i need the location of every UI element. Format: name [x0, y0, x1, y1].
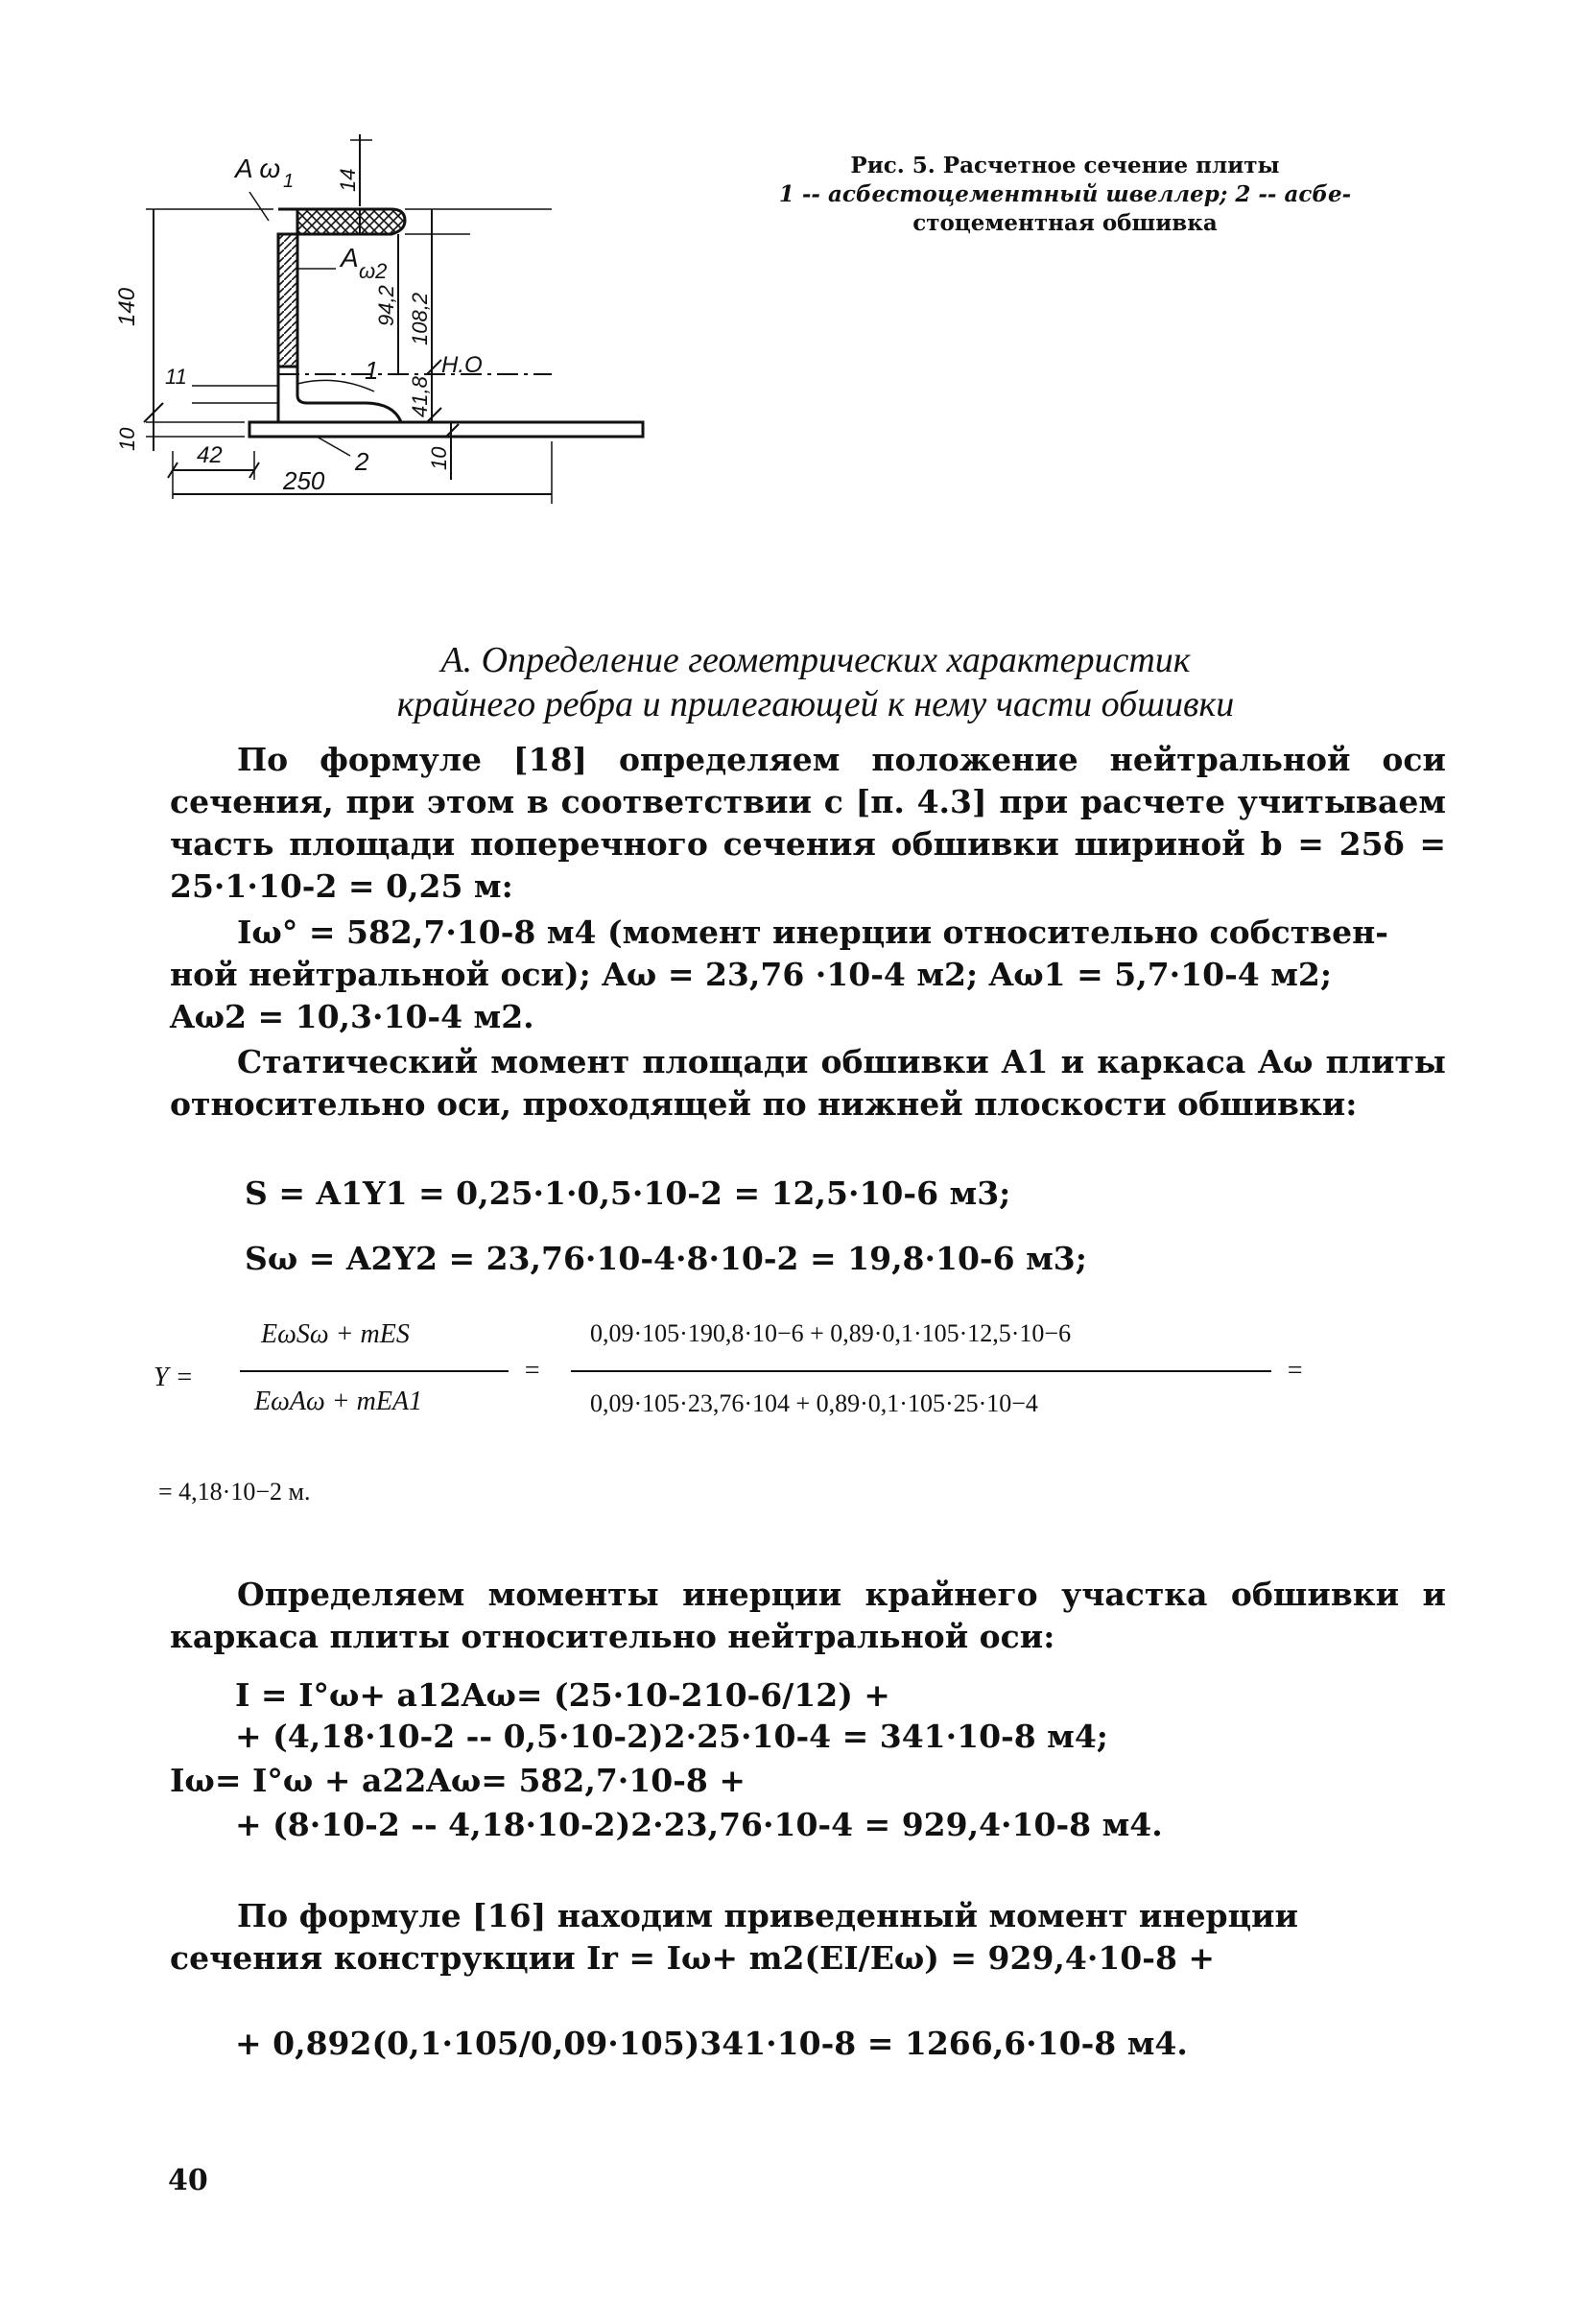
skin-plate [249, 422, 643, 437]
fraction-rule-left [240, 1370, 509, 1372]
top-flange-hatched [278, 209, 405, 234]
label-dim-140: 140 [114, 287, 140, 326]
fraction-rule-right [571, 1370, 1271, 1372]
fraction-num-right: 0,09·105·190,8·10−6 + 0,89·0,1·105·12,5·10−6 [590, 1319, 1072, 1347]
section-heading [192, 638, 1439, 726]
equation-i-line1: I = I°ω+ a12Aω= (25·10-210-6/12) + [235, 1676, 890, 1714]
paragraph-5 [170, 1895, 1298, 1980]
equation-final: + 0,892(0,1·105/0,09·105)341·10-8 = 1266,6·10-8 м4. [235, 2025, 1188, 2062]
equation-s: S = A1Y1 = 0,25·1·0,5·10-2 = 12,5·10-6 м3; [245, 1174, 1011, 1212]
figure-caption [729, 152, 1401, 238]
paragraph-3: Статический момент площади обшивки A1 и каркаса Aω плиты относительно оси, проходящей по нижней плоскости обшивки: [170, 1043, 1446, 1123]
section-heading-line1: А. Определение геометрических характеристик [440, 640, 1191, 680]
fraction-den-right: 0,09·105·23,76·104 + 0,89·0,1·105·25·10−4 [590, 1389, 1038, 1417]
label-neutral-axis: Н.О [441, 352, 483, 378]
label-a-omega2: A [341, 243, 359, 273]
fraction-equals-1: = [523, 1356, 541, 1386]
label-dim-42: 42 [197, 442, 223, 468]
para2-line1: Iω° = 582,7·10-8 м4 (момент инерции относительно собствен- [237, 913, 1388, 951]
label-dim-14: 14 [336, 168, 360, 192]
para2-line3: Aω2 = 10,3·10-4 м2. [170, 998, 534, 1035]
fraction-result: = 4,18·10−2 м. [158, 1478, 311, 1506]
caption-line1: 1 -- асбестоцементный швеллер; 2 -- асбе- [778, 181, 1352, 207]
label-a-omega1: A ω [235, 154, 281, 183]
para2-line2: ной нейтральной оси); Aω = 23,76 ·10-4 м2; Aω1 = 5,7·10-4 м2; [170, 956, 1333, 993]
label-a-omega2-sub: ω2 [359, 259, 388, 283]
label-dim-250: 250 [283, 466, 325, 495]
web-lower-inner [297, 367, 401, 422]
label-dim-108-2: 108,2 [408, 292, 432, 345]
label-dim-10-left: 10 [115, 427, 139, 451]
caption-title: Рис. 5. Расчетное сечение плиты [850, 153, 1280, 178]
caption-line2: стоцементная обшивка [912, 210, 1218, 236]
label-callout-1: 1 [365, 356, 379, 385]
label-dim-10-right: 10 [427, 446, 451, 470]
equation-iw-line1: Iω= I°ω + a22Aω= 582,7·10-8 + [170, 1762, 746, 1799]
fraction-lhs: Y = [154, 1363, 194, 1392]
fraction-num-left: EωSω + mES [261, 1319, 410, 1349]
label-callout-2: 2 [355, 447, 369, 476]
paragraph-1: По формуле [18] определяем положение нейтральной оси сечения, при этом в соответствии с [п. 4.3] при расчете учитываем часть площади поперечного сечения обшивки шириной b = 25δ = 25·1·10-2 = 0,25 м: [170, 741, 1446, 905]
page-number: 40 [168, 2164, 208, 2197]
equation-iw-line2: + (8·10-2 -- 4,18·10-2)2·23,76·10-4 = 929,4·10-8 м4. [235, 1806, 1163, 1843]
paragraph-4: Определяем моменты инерции крайнего участка обшивки и каркаса плиты относительно нейтральной оси: [170, 1576, 1446, 1655]
fraction-den-left: EωAω + mEA1 [254, 1387, 423, 1416]
label-dim-94-2: 94,2 [374, 285, 398, 326]
equation-i-line2: + (4,18·10-2 -- 0,5·10-2)2·25·10-4 = 341·10-8 м4; [235, 1718, 1108, 1755]
section-heading-line2: крайнего ребра и прилегающей к нему части обшивки [396, 684, 1235, 724]
paragraph-2 [170, 912, 1388, 1038]
label-a-omega1-sub: 1 [283, 171, 295, 192]
web-hatched [278, 234, 297, 367]
equation-s-omega: Sω = A2Y2 = 23,76·10-4·8·10-2 = 19,8·10-6 м3; [245, 1240, 1087, 1277]
label-dim-41-8: 41,8 [408, 376, 432, 417]
para5-line2: сечения конструкции Ir = Iω+ m2(EI/Eω) = 929,4·10-8 + [170, 1939, 1216, 1977]
cross-section-figure [114, 134, 691, 576]
label-dim-11: 11 [165, 365, 187, 389]
para5-line1: По формуле [16] находим приведенный момент инерции [237, 1897, 1298, 1934]
fraction-equals-2: = [1286, 1356, 1304, 1386]
